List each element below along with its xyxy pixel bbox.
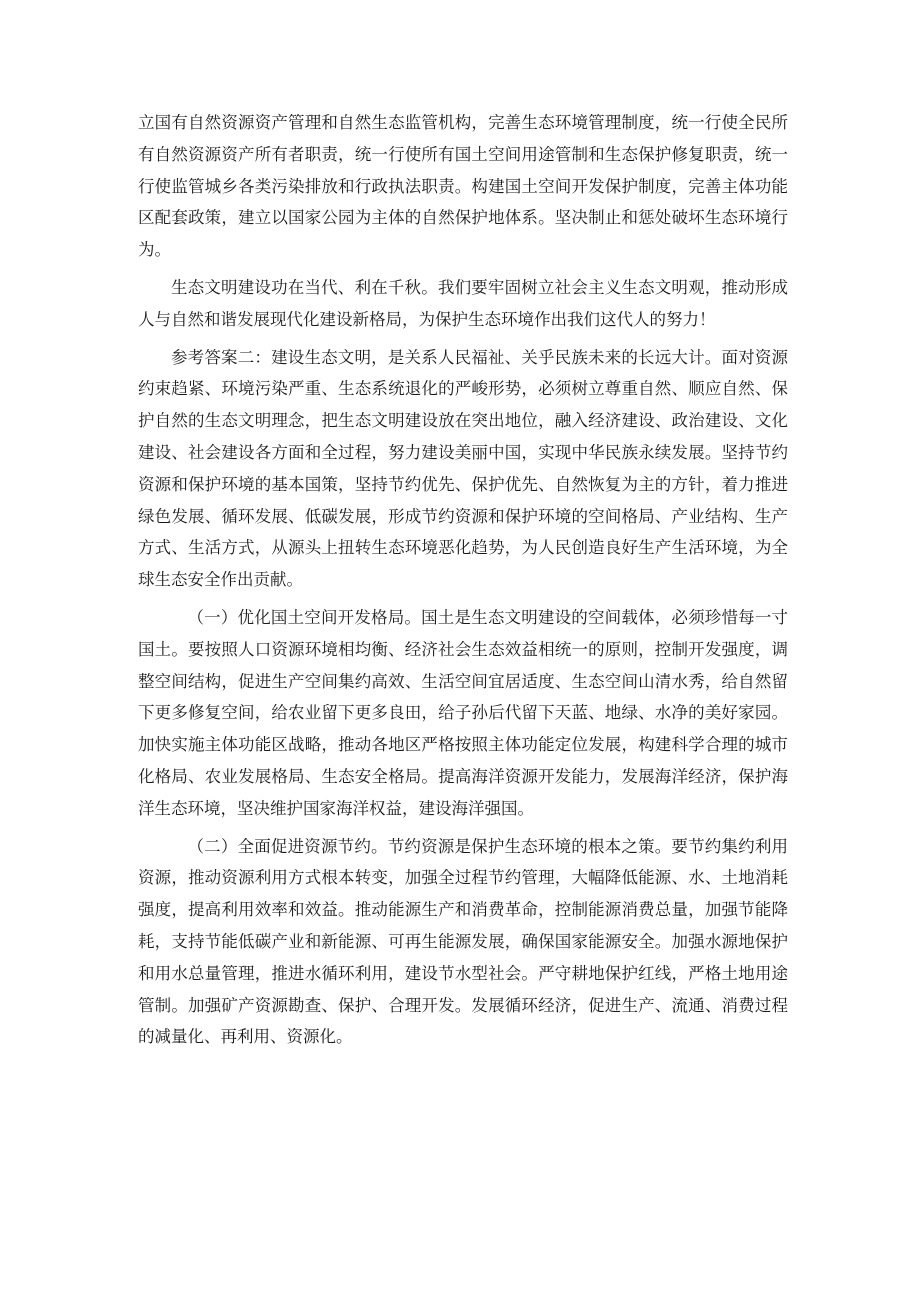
document-page <box>138 107 788 1059</box>
paragraph-continuation: 立国有自然资源资产管理和自然生态监管机构，完善生态环境管理制度，统一行使全民所有自然资源资产所有者职责，统一行使所有国土空间用途管制和生态保护修复职责，统一行使监管城乡各类污染排放和行政执法职责。构建国土空间开发保护制度，完善主体功能区配套政策，建立以国家公园为主体的自然保护地体系。坚决制止和惩处破坏生态环境行为。 <box>138 113 788 260</box>
paragraph-conclusion: 生态文明建设功在当代、利在千秋。我们要牢固树立社会主义生态文明观，推动形成人与自然和谐发展现代化建设新格局，为保护生态环境作出我们这代人的努力！ <box>138 277 788 329</box>
paragraph-section-two: （二）全面促进资源节约。节约资源是保护生态环境的根本之策。要节约集约利用资源，推动资源利用方式根本转变，加强全过程节约管理，大幅降低能源、水、土地消耗强度，提高利用效率和效益。推动能源生产和消费革命，控制能源消费总量，加强节能降耗，支持节能低碳产业和新能源、可再生能源发展，确保国家能源安全。加强水源地保护和用水总量管理，推进水循环利用，建设节水型社会。严守耕地保护红线，严格土地用途管制。加强矿产资源勘查、保护、合理开发。发展循环经济，促进生产、流通、消费过程的减量化、再利用、资源化。 <box>138 836 788 1047</box>
paragraph-section-one: （一）优化国土空间开发格局。国土是生态文明建设的空间载体，必须珍惜每一寸国土。要按照人口资源环境相均衡、经济社会生态效益相统一的原则，控制开发强度，调整空间结构，促进生产空间集约高效、生活空间宜居适度、生态空间山清水秀，给自然留下更多修复空间，给农业留下更多良田，给子孙后代留下天蓝、地绿、水净的美好家园。加快实施主体功能区战略，推动各地区严格按照主体功能定位发展，构建科学合理的城市化格局、农业发展格局、生态安全格局。提高海洋资源开发能力，发展海洋经济，保护海洋生态环境，坚决维护国家海洋权益，建设海洋强国。 <box>138 607 788 818</box>
paragraph-reference-answer-two: 参考答案二：建设生态文明，是关系人民福祉、关乎民族未来的长远大计。面对资源约束趋紧、环境污染严重、生态系统退化的严峻形势，必须树立尊重自然、顺应自然、保护自然的生态文明理念，把生态文明建设放在突出地位，融入经济建设、政治建设、文化建设、社会建设各方面和全过程，努力建设美丽中国，实现中华民族永续发展。坚持节约资源和保护环境的基本国策，坚持节约优先、保护优先、自然恢复为主的方针，着力推进绿色发展、循环发展、低碳发展，形成节约资源和保护环境的空间格局、产业结构、生产方式、生活方式，从源头上扭转生态环境恶化趋势，为人民创造良好生产生活环境，为全球生态安全作出贡献。 <box>138 347 788 590</box>
